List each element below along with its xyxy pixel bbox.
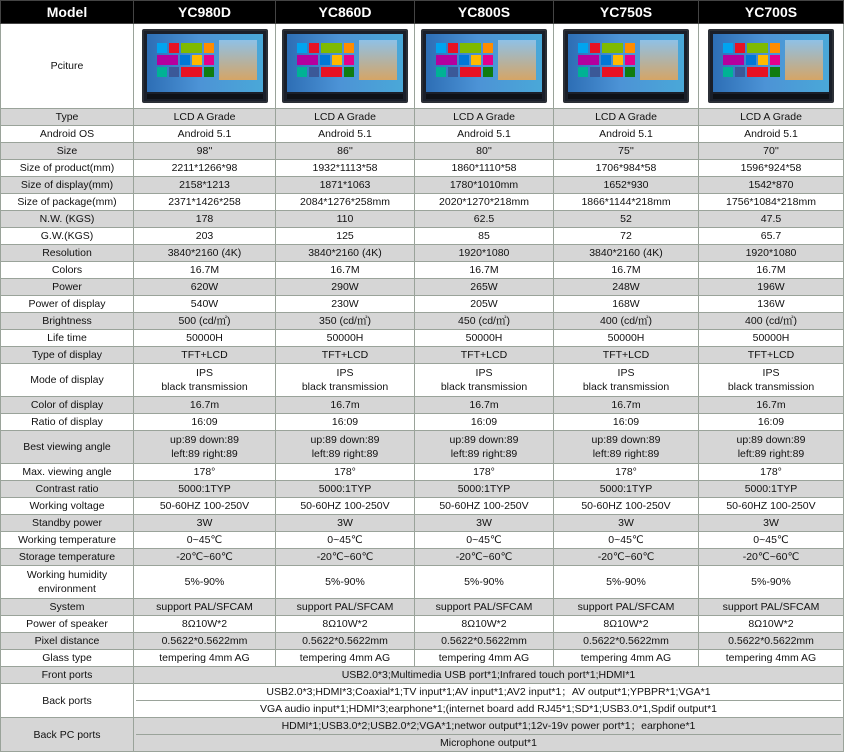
value-line: up:89 down:89 — [449, 434, 519, 446]
row-label: Color of display — [1, 397, 134, 414]
spec-value: 0.5622*0.5622mm — [554, 633, 699, 650]
spec-value: 16:09 — [134, 414, 276, 431]
spec-value: 5%-90% — [554, 566, 699, 599]
spec-value: 400 (cd/㎡) — [554, 313, 699, 330]
spec-value — [699, 364, 844, 397]
label-line: environment — [38, 583, 96, 595]
spec-value: 50000H — [554, 330, 699, 347]
spec-value: 3W — [134, 515, 276, 532]
spec-row — [1, 126, 844, 143]
spec-row — [1, 109, 844, 126]
tv-display-icon — [421, 29, 547, 103]
spec-value: 136W — [699, 296, 844, 313]
row-label: Size of package(mm) — [1, 194, 134, 211]
spec-value: 72 — [554, 228, 699, 245]
spec-row — [1, 228, 844, 245]
row-label: Glass type — [1, 650, 134, 667]
spec-value: 0.5622*0.5622mm — [415, 633, 554, 650]
spec-value: 290W — [276, 279, 415, 296]
spec-value: 3840*2160 (4K) — [276, 245, 415, 262]
spec-value: support PAL/SFCAM — [276, 599, 415, 616]
spec-value: 16.7m — [699, 397, 844, 414]
spec-value: 50000H — [415, 330, 554, 347]
row-label: Back PC ports — [1, 718, 134, 752]
row-label: Android OS — [1, 126, 134, 143]
row-label: Mode of display — [1, 364, 134, 397]
row-label: Type of display — [1, 347, 134, 364]
value-line: IPS — [336, 367, 354, 379]
spec-value: support PAL/SFCAM — [134, 599, 276, 616]
spec-value: 5000:1TYP — [276, 481, 415, 498]
spec-row — [1, 177, 844, 194]
spec-row — [1, 532, 844, 549]
spec-value: 16:09 — [415, 414, 554, 431]
spec-value — [276, 431, 415, 464]
row-label: Power of speaker — [1, 616, 134, 633]
spec-value: 16.7M — [134, 262, 276, 279]
spec-value: 16.7m — [554, 397, 699, 414]
spec-value — [415, 431, 554, 464]
spec-value: 16.7M — [415, 262, 554, 279]
spec-value: tempering 4mm AG — [415, 650, 554, 667]
ports-line: USB2.0*3;HDMI*3;Coaxial*1;TV input*1;AV input*1;AV2 input*1；AV output*1;YPBPR*1;VGA*1 — [266, 686, 711, 698]
row-label: Back ports — [1, 684, 134, 718]
row-label: Size — [1, 143, 134, 160]
value-line: up:89 down:89 — [591, 434, 661, 446]
spec-value: Android 5.1 — [134, 126, 276, 143]
row-label: Ratio of display — [1, 414, 134, 431]
spec-value: 8Ω10W*2 — [276, 616, 415, 633]
spec-value: 178 — [134, 211, 276, 228]
spec-value: 2371*1426*258 — [134, 194, 276, 211]
spec-value: 80'' — [415, 143, 554, 160]
spec-value: 0.5622*0.5622mm — [276, 633, 415, 650]
value-line: up:89 down:89 — [170, 434, 239, 446]
spec-value: 85 — [415, 228, 554, 245]
spec-value: 16.7M — [554, 262, 699, 279]
spec-value: 98'' — [134, 143, 276, 160]
spec-value: 178° — [699, 464, 844, 481]
row-label: Resolution — [1, 245, 134, 262]
spec-row — [1, 211, 844, 228]
spec-value: 450 (cd/㎡) — [415, 313, 554, 330]
spec-value: -20℃~60℃ — [554, 549, 699, 566]
row-label: Standby power — [1, 515, 134, 532]
spec-value: 1706*984*58 — [554, 160, 699, 177]
spec-value: 1866*1144*218mm — [554, 194, 699, 211]
spec-value: support PAL/SFCAM — [699, 599, 844, 616]
spec-value: 5%-90% — [276, 566, 415, 599]
ports-line: VGA audio input*1;HDMI*3;earphone*1;(internet board add RJ45*1;SD*1;USB3.0*1,Spdif output*1 — [136, 700, 841, 717]
spec-value: 3W — [699, 515, 844, 532]
spec-value: 230W — [276, 296, 415, 313]
spec-value: Android 5.1 — [415, 126, 554, 143]
spec-row — [1, 650, 844, 667]
spec-value: 205W — [415, 296, 554, 313]
spec-value: 16.7m — [134, 397, 276, 414]
spec-row — [1, 515, 844, 532]
spec-value: 1860*1110*58 — [415, 160, 554, 177]
tv-display-icon — [563, 29, 689, 103]
spec-value: 16.7M — [276, 262, 415, 279]
product-picture — [699, 24, 844, 109]
spec-value: 50000H — [276, 330, 415, 347]
model-header: Model — [1, 1, 134, 24]
spec-row — [1, 279, 844, 296]
spec-value: 5000:1TYP — [554, 481, 699, 498]
spec-value: 1932*1113*58 — [276, 160, 415, 177]
row-label: N.W. (KGS) — [1, 211, 134, 228]
spec-value: TFT+LCD — [699, 347, 844, 364]
label-line: Working humidity — [26, 569, 108, 581]
spec-value: 3840*2160 (4K) — [554, 245, 699, 262]
spec-value: TFT+LCD — [415, 347, 554, 364]
spec-value: -20℃~60℃ — [276, 549, 415, 566]
spec-value: 8Ω10W*2 — [554, 616, 699, 633]
row-label: Front ports — [1, 667, 134, 684]
spec-value: tempering 4mm AG — [134, 650, 276, 667]
spec-value: 2158*1213 — [134, 177, 276, 194]
spec-value: 5000:1TYP — [134, 481, 276, 498]
spec-value: -20℃~60℃ — [699, 549, 844, 566]
value-line: black transmission — [440, 381, 528, 393]
spec-value: 178° — [276, 464, 415, 481]
row-label: Power — [1, 279, 134, 296]
spec-value: 3W — [554, 515, 699, 532]
model-name: YC700S — [699, 1, 844, 24]
value-line: IPS — [617, 367, 635, 379]
spec-row — [1, 481, 844, 498]
spec-value: 50-60HZ 100-250V — [554, 498, 699, 515]
spec-value: 178° — [415, 464, 554, 481]
row-label: Life time — [1, 330, 134, 347]
value-line: black transmission — [301, 381, 389, 393]
value-line: left:89 right:89 — [171, 448, 238, 460]
spec-value: 0~45℃ — [276, 532, 415, 549]
spec-value: 50000H — [134, 330, 276, 347]
row-label: Working temperature — [1, 532, 134, 549]
spec-value: -20℃~60℃ — [415, 549, 554, 566]
row-label: Type — [1, 109, 134, 126]
spec-row — [1, 364, 844, 397]
ports-line: Microphone output*1 — [136, 734, 841, 751]
spec-value: 1920*1080 — [699, 245, 844, 262]
spec-value: Android 5.1 — [276, 126, 415, 143]
spec-row — [1, 431, 844, 464]
spec-value: 0~45℃ — [415, 532, 554, 549]
tv-display-icon — [708, 29, 834, 103]
spec-value — [699, 431, 844, 464]
spec-value: 400 (cd/㎡) — [699, 313, 844, 330]
spec-value: 1756*1084*218mm — [699, 194, 844, 211]
spec-value: 16:09 — [276, 414, 415, 431]
ports-value — [134, 684, 844, 718]
spec-value: TFT+LCD — [554, 347, 699, 364]
spec-value: LCD A Grade — [415, 109, 554, 126]
spec-value: 5%-90% — [415, 566, 554, 599]
ports-value — [134, 667, 844, 684]
spec-value: 65.7 — [699, 228, 844, 245]
row-label: Contrast ratio — [1, 481, 134, 498]
spec-value: support PAL/SFCAM — [415, 599, 554, 616]
spec-value: 0.5622*0.5622mm — [134, 633, 276, 650]
spec-value: 500 (cd/㎡) — [134, 313, 276, 330]
value-line: left:89 right:89 — [311, 448, 379, 460]
value-line: up:89 down:89 — [736, 434, 806, 446]
row-label: Max. viewing angle — [1, 464, 134, 481]
spec-value — [134, 431, 276, 464]
spec-value: 3W — [276, 515, 415, 532]
row-label: Power of display — [1, 296, 134, 313]
spec-value: 70'' — [699, 143, 844, 160]
spec-value: 8Ω10W*2 — [134, 616, 276, 633]
spec-value: 125 — [276, 228, 415, 245]
spec-value: 178° — [554, 464, 699, 481]
spec-value: LCD A Grade — [554, 109, 699, 126]
value-line: black transmission — [582, 381, 670, 393]
spec-value: 110 — [276, 211, 415, 228]
spec-value: 248W — [554, 279, 699, 296]
spec-value: LCD A Grade — [699, 109, 844, 126]
ports-line: USB2.0*3;Multimedia USB port*1;Infrared touch port*1;HDMI*1 — [341, 669, 636, 681]
tv-display-icon — [282, 29, 408, 103]
row-label: Brightness — [1, 313, 134, 330]
spec-row — [1, 464, 844, 481]
spec-value: 5%-90% — [134, 566, 276, 599]
spec-value: 50-60HZ 100-250V — [134, 498, 276, 515]
product-picture — [415, 24, 554, 109]
spec-value: 62.5 — [415, 211, 554, 228]
spec-row — [1, 330, 844, 347]
spec-row — [1, 245, 844, 262]
row-label: System — [1, 599, 134, 616]
spec-value: 50000H — [699, 330, 844, 347]
spec-value: 540W — [134, 296, 276, 313]
spec-value: 1871*1063 — [276, 177, 415, 194]
row-label: Storage temperature — [1, 549, 134, 566]
spec-value: tempering 4mm AG — [276, 650, 415, 667]
spec-value: 8Ω10W*2 — [699, 616, 844, 633]
spec-value: TFT+LCD — [276, 347, 415, 364]
value-line: left:89 right:89 — [450, 448, 518, 460]
spec-value: 1780*1010mm — [415, 177, 554, 194]
spec-value — [554, 364, 699, 397]
spec-value: 16:09 — [699, 414, 844, 431]
product-picture — [134, 24, 276, 109]
value-line: left:89 right:89 — [592, 448, 660, 460]
spec-value: 2020*1270*218mm — [415, 194, 554, 211]
spec-value: 52 — [554, 211, 699, 228]
spec-value: 16.7m — [276, 397, 415, 414]
spec-row — [1, 616, 844, 633]
spec-value: 0.5622*0.5622mm — [699, 633, 844, 650]
row-label: G.W.(KGS) — [1, 228, 134, 245]
row-label: Size of product(mm) — [1, 160, 134, 177]
row-label — [1, 566, 134, 599]
spec-row — [1, 498, 844, 515]
spec-value: tempering 4mm AG — [699, 650, 844, 667]
spec-value: tempering 4mm AG — [554, 650, 699, 667]
spec-row — [1, 549, 844, 566]
spec-row — [1, 262, 844, 279]
spec-value: 0~45℃ — [699, 532, 844, 549]
spec-value: 5000:1TYP — [699, 481, 844, 498]
spec-value: 2084*1276*258mm — [276, 194, 415, 211]
spec-value: 2211*1266*98 — [134, 160, 276, 177]
spec-value: 1596*924*58 — [699, 160, 844, 177]
spec-row — [1, 160, 844, 177]
model-name: YC800S — [415, 1, 554, 24]
spec-value: 50-60HZ 100-250V — [415, 498, 554, 515]
spec-value: 178° — [134, 464, 276, 481]
value-line: left:89 right:89 — [737, 448, 805, 460]
spec-value: support PAL/SFCAM — [554, 599, 699, 616]
spec-row — [1, 347, 844, 364]
model-name: YC860D — [276, 1, 415, 24]
spec-value — [134, 364, 276, 397]
row-label: Size of display(mm) — [1, 177, 134, 194]
spec-value: 16:09 — [554, 414, 699, 431]
spec-row — [1, 397, 844, 414]
spec-value: 168W — [554, 296, 699, 313]
row-label: Pciture — [1, 24, 134, 109]
spec-row — [1, 414, 844, 431]
product-picture — [554, 24, 699, 109]
tv-display-icon — [142, 29, 268, 103]
spec-value: 350 (cd/㎡) — [276, 313, 415, 330]
picture-row — [1, 24, 844, 109]
spec-row — [1, 296, 844, 313]
value-line: black transmission — [161, 381, 248, 393]
ports-row — [1, 684, 844, 718]
value-line: black transmission — [727, 381, 815, 393]
spec-row — [1, 194, 844, 211]
value-line: up:89 down:89 — [310, 434, 380, 446]
spec-value: LCD A Grade — [276, 109, 415, 126]
ports-row — [1, 667, 844, 684]
spec-value: Android 5.1 — [699, 126, 844, 143]
ports-line: HDMI*1;USB3.0*2;USB2.0*2;VGA*1;networ output*1;12v-19v power port*1；earphone*1 — [281, 720, 696, 732]
spec-value: 620W — [134, 279, 276, 296]
spec-row — [1, 633, 844, 650]
header-row — [1, 1, 844, 24]
spec-value — [554, 431, 699, 464]
model-name: YC750S — [554, 1, 699, 24]
spec-value: 0~45℃ — [134, 532, 276, 549]
spec-value: 1920*1080 — [415, 245, 554, 262]
spec-value: 0~45℃ — [554, 532, 699, 549]
spec-value: 1542*870 — [699, 177, 844, 194]
spec-value: 50-60HZ 100-250V — [699, 498, 844, 515]
spec-value: 265W — [415, 279, 554, 296]
spec-value — [415, 364, 554, 397]
spec-value: 1652*930 — [554, 177, 699, 194]
spec-value: 75'' — [554, 143, 699, 160]
spec-value: 5000:1TYP — [415, 481, 554, 498]
spec-value: Android 5.1 — [554, 126, 699, 143]
spec-row — [1, 599, 844, 616]
spec-value: LCD A Grade — [134, 109, 276, 126]
spec-value: 203 — [134, 228, 276, 245]
spec-value: 86'' — [276, 143, 415, 160]
value-line: IPS — [475, 367, 493, 379]
value-line: IPS — [762, 367, 780, 379]
spec-row — [1, 313, 844, 330]
spec-value: 16.7M — [699, 262, 844, 279]
spec-value: 16.7m — [415, 397, 554, 414]
spec-value: 196W — [699, 279, 844, 296]
spec-value: 3W — [415, 515, 554, 532]
spec-value: 47.5 — [699, 211, 844, 228]
spec-value: 5%-90% — [699, 566, 844, 599]
value-line: IPS — [196, 367, 213, 379]
row-label: Pixel distance — [1, 633, 134, 650]
model-name: YC980D — [134, 1, 276, 24]
spec-value: 8Ω10W*2 — [415, 616, 554, 633]
spec-value: 3840*2160 (4K) — [134, 245, 276, 262]
spec-row — [1, 566, 844, 599]
spec-value: TFT+LCD — [134, 347, 276, 364]
row-label: Working voltage — [1, 498, 134, 515]
row-label: Best viewing angle — [1, 431, 134, 464]
product-picture — [276, 24, 415, 109]
spec-row — [1, 143, 844, 160]
spec-value: -20℃~60℃ — [134, 549, 276, 566]
spec-value: 50-60HZ 100-250V — [276, 498, 415, 515]
spec-value — [276, 364, 415, 397]
row-label: Colors — [1, 262, 134, 279]
